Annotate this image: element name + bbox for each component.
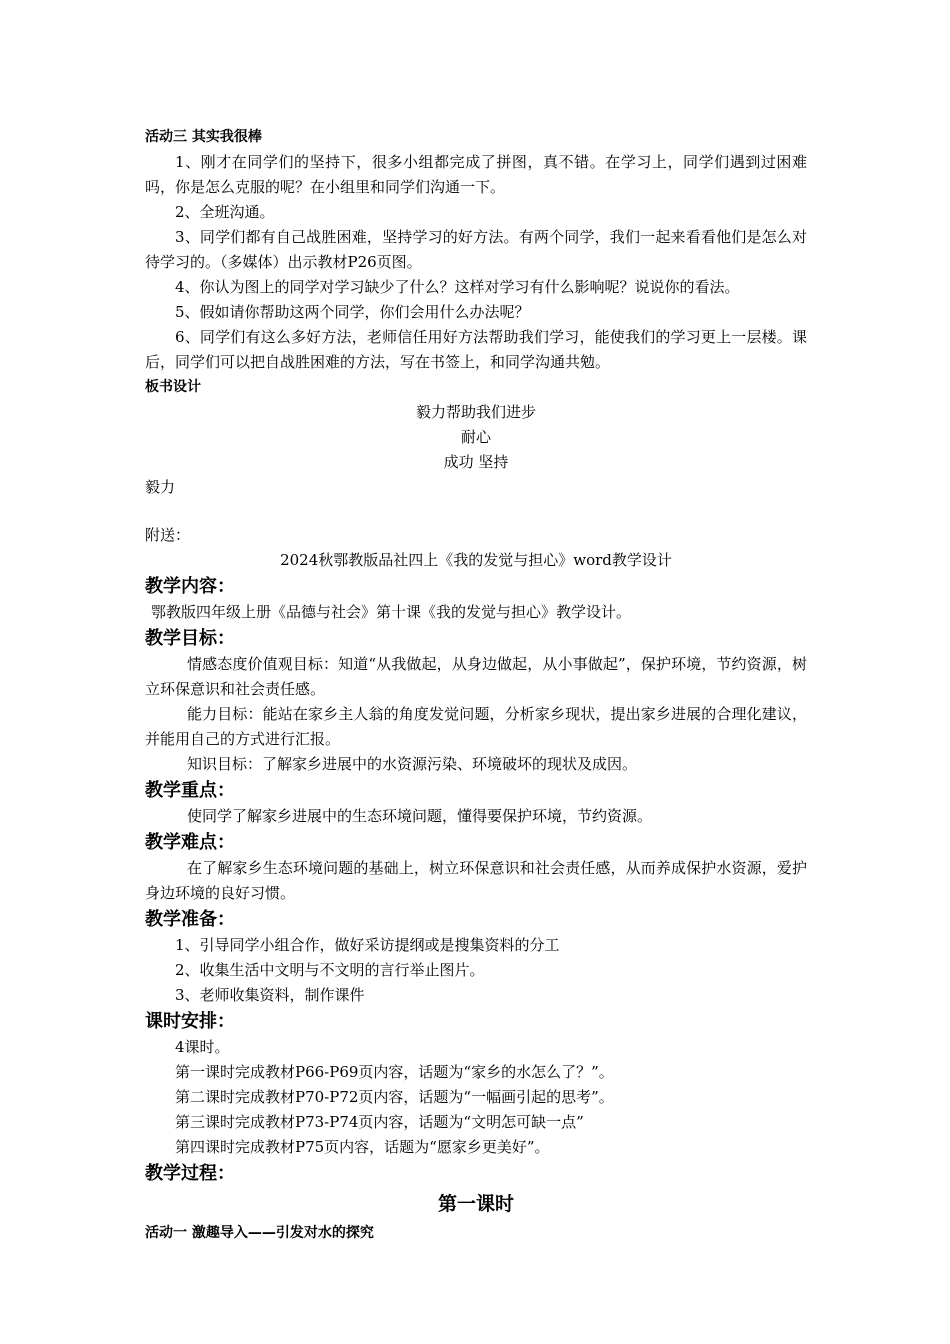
section-title: 活动三 其实我很棒	[145, 129, 262, 145]
spacer	[145, 500, 807, 523]
section-heading: 教学内容：	[145, 576, 235, 597]
paragraph: 能力目标：能站在家乡主人翁的角度发觉问题，分析家乡现状，提出家乡进展的合理化建议，并能用自己的方式进行汇报。	[145, 705, 807, 748]
paragraph: 鄂教版四年级上册《品德与社会》第十课《我的发觉与担心》教学设计。	[151, 603, 632, 621]
board-line: 毅力	[145, 478, 176, 496]
section-heading: 课时安排：	[145, 1011, 235, 1032]
paragraph: 4课时。	[175, 1038, 230, 1056]
appendix-label: 附送：	[145, 526, 191, 544]
section-heading: 教学准备：	[145, 909, 235, 930]
board-line: 毅力帮助我们进步	[415, 403, 536, 421]
section-heading: 教学过程：	[145, 1163, 235, 1184]
lesson-title: 第一课时	[437, 1193, 514, 1215]
paragraph: 知识目标：了解家乡进展中的水资源污染、环境破坏的现状及成因。	[187, 755, 638, 773]
board-design-title: 板书设计	[145, 379, 201, 395]
doc-title: 2024秋鄂教版品社四上《我的发觉与担心》word教学设计	[280, 551, 672, 569]
paragraph: 在了解家乡生态环境问题的基础上，树立环保意识和社会责任感，从而养成保护水资源，爱护身边环境的良好习惯。	[145, 859, 807, 902]
section-heading: 教学目标：	[145, 628, 235, 649]
paragraph: 2、全班沟通。	[175, 203, 275, 221]
list-item: 第二课时完成教材P70-P72页内容，话题为“一幅画引起的思考”。	[175, 1088, 614, 1106]
section-heading: 教学难点：	[145, 832, 235, 853]
list-item: 2、收集生活中文明与不文明的言行举止图片。	[175, 961, 485, 979]
list-item: 第四课时完成教材P75页内容，话题为“愿家乡更美好”。	[175, 1138, 550, 1156]
list-item: 3、老师收集资料，制作课件	[175, 986, 365, 1004]
paragraph: 6、同学们有这么多好方法，老师信任用好方法帮助我们学习，能使我们的学习更上一层楼。课后，同学们可以把自战胜困难的方法，写在书签上，和同学沟通共勉。	[145, 328, 807, 371]
list-item: 1、引导同学小组合作，做好采访提纲或是搜集资料的分工	[175, 936, 560, 954]
paragraph: 情感态度价值观目标：知道“从我做起，从身边做起，从小事做起”，保护环境，节约资源，树立环保意识和社会责任感。	[145, 655, 807, 698]
paragraph: 4、你认为图上的同学对学习缺少了什么？这样对学习有什么影响呢？说说你的看法。	[175, 278, 740, 296]
paragraph: 5、假如请你帮助这两个同学，你们会用什么办法呢？	[175, 303, 530, 321]
list-item: 第一课时完成教材P66-P69页内容，话题为“家乡的水怎么了？”。	[175, 1063, 614, 1081]
section-heading: 教学重点：	[145, 780, 235, 801]
board-line: 耐心	[460, 428, 491, 446]
paragraph: 1、刚才在同学们的坚持下，很多小组都完成了拼图，真不错。在学习上，同学们遇到过困难吗，你是怎么克服的呢？在小组里和同学们沟通一下。	[145, 153, 807, 196]
board-line: 成功 坚持	[443, 453, 509, 471]
activity-title: 活动一 激趣导入——引发对水的探究	[145, 1225, 374, 1241]
paragraph: 使同学了解家乡进展中的生态环境问题，懂得要保护环境，节约资源。	[187, 807, 653, 825]
paragraph: 3、同学们都有自己战胜困难，坚持学习的好方法。有两个同学，我们一起来看看他们是怎么对待学习的。（多媒体）出示教材P26页图。	[145, 228, 807, 271]
document-page	[145, 125, 807, 1246]
list-item: 第三课时完成教材P73-P74页内容，话题为“文明怎可缺一点”	[175, 1113, 584, 1131]
